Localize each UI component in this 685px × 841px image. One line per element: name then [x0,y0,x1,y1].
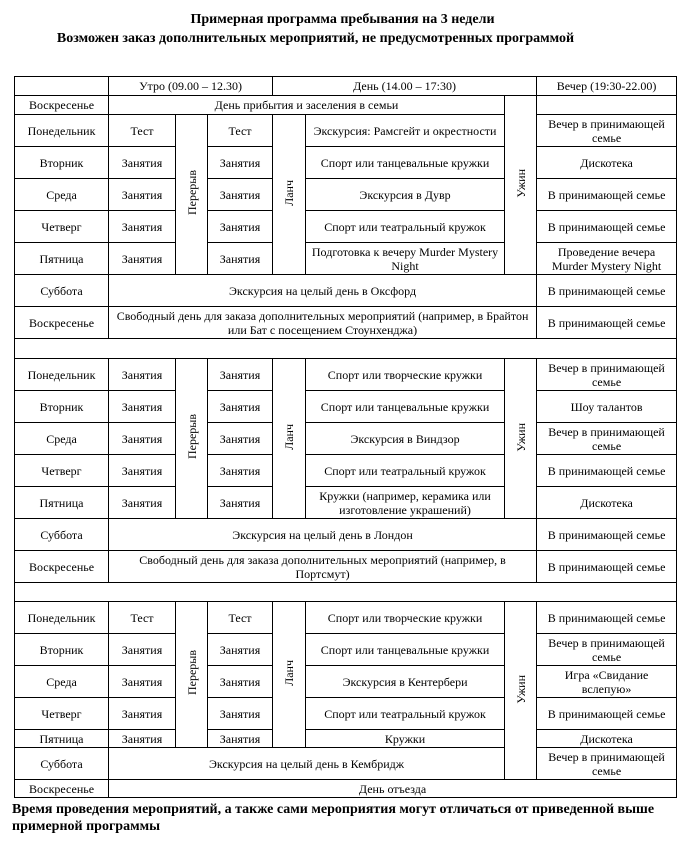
table-row [15,179,677,211]
activity-cell: Спорт или театральный кружок [306,211,505,243]
activity-cell: Экскурсия на целый день в Кембридж [109,748,505,780]
day-cell: Среда [15,179,109,211]
activity-cell: Свободный день для заказа дополнительных мероприятий (например, в Портсмут) [109,551,537,583]
morning-cell: Занятия [109,634,176,666]
evening-cell: В принимающей семье [537,698,677,730]
evening-cell: Дискотека [537,147,677,179]
evening-cell: В принимающей семье [537,211,677,243]
table-row [15,359,677,391]
morning-cell: Тест [208,602,273,634]
footer-note: Время проведения мероприятий, а также сами мероприятия могут отличаться от приведенной выше примерной программы [12,802,655,834]
day-cell: Среда [15,423,109,455]
day-cell: Понедельник [15,115,109,147]
day-cell: Пятница [15,487,109,519]
day-cell: Четверг [15,698,109,730]
table-row [15,391,677,423]
table-row [15,698,677,730]
morning-cell: Занятия [109,487,176,519]
activity-cell: День прибытия и заселения в семьи [109,96,505,115]
activity-cell: Спорт или творческие кружки [306,359,505,391]
table-row [15,307,677,339]
evening-cell: В принимающей семье [537,519,677,551]
day-cell: Пятница [15,243,109,275]
evening-cell: Вечер в принимающей семье [537,359,677,391]
table-row [15,634,677,666]
morning-cell: Занятия [109,211,176,243]
activity-cell: Экскурсия: Рамсгейт и окрестности [306,115,505,147]
activity-cell: Спорт или танцевальные кружки [306,634,505,666]
morning-cell: Занятия [208,730,273,748]
evening-cell: В принимающей семье [537,602,677,634]
morning-cell: Занятия [109,243,176,275]
evening-cell: Вечер в принимающей семье [537,748,677,780]
evening-cell: Вечер в принимающей семье [537,423,677,455]
table-row [15,519,677,551]
activity-cell: Спорт или театральный кружок [306,698,505,730]
activity-cell: Экскурсия в Кентербери [306,666,505,698]
table-row [15,243,677,275]
morning-cell: Занятия [208,243,273,275]
activity-cell: Кружки [306,730,505,748]
evening-cell: В принимающей семье [537,551,677,583]
evening-cell: Вечер в принимающей семье [537,115,677,147]
header-evening: Вечер (19:30-22.00) [537,77,677,96]
table-row [15,275,677,307]
table-row [15,780,677,798]
day-cell: Вторник [15,391,109,423]
morning-cell: Занятия [208,666,273,698]
activity-cell: Спорт или танцевальные кружки [306,391,505,423]
activity-cell: Подготовка к вечеру Murder Mystery Night [306,243,505,275]
activity-cell: День отъезда [109,780,677,798]
table-row [15,551,677,583]
morning-cell: Занятия [208,359,273,391]
table-row [15,748,677,780]
morning-cell: Занятия [208,391,273,423]
dinner-cell: Ужин [505,359,537,519]
lunch-cell: Ланч [273,359,306,519]
page-title: Примерная программа пребывания на 3 недели [190,12,495,27]
evening-cell: Дискотека [537,487,677,519]
table-row [15,96,677,115]
morning-cell: Занятия [109,147,176,179]
morning-cell: Занятия [109,391,176,423]
activity-cell: Спорт или творческие кружки [306,602,505,634]
morning-cell: Занятия [109,359,176,391]
activity-cell: Экскурсия на целый день в Оксфорд [109,275,537,307]
evening-cell: Шоу талантов [537,391,677,423]
break-cell: Перерыв [176,602,208,748]
dinner-cell: Ужин [505,602,537,780]
morning-cell: Занятия [109,730,176,748]
schedule-table [14,76,677,798]
lunch-cell: Ланч [273,602,306,748]
day-cell: Понедельник [15,602,109,634]
table-row [15,666,677,698]
day-cell: Вторник [15,634,109,666]
activity-cell: Экскурсия в Виндзор [306,423,505,455]
dinner-cell: Ужин [505,96,537,275]
table-row [15,423,677,455]
header-row [15,77,677,96]
activity-cell: Экскурсия в Дувр [306,179,505,211]
day-cell: Воскресенье [15,551,109,583]
activity-cell: Спорт или танцевальные кружки [306,147,505,179]
lunch-cell: Ланч [273,115,306,275]
morning-cell: Занятия [109,666,176,698]
table-row [15,455,677,487]
evening-cell: В принимающей семье [537,455,677,487]
evening-cell [537,96,677,115]
evening-cell: В принимающей семье [537,179,677,211]
header-empty [15,77,109,96]
day-cell: Суббота [15,748,109,780]
break-cell: Перерыв [176,115,208,275]
evening-cell: Игра «Свидание вслепую» [537,666,677,698]
evening-cell: В принимающей семье [537,275,677,307]
day-cell: Суббота [15,519,109,551]
activity-cell: Свободный день для заказа дополнительных мероприятий (например, в Брайтон или Бат с посещением Стоунхенджа) [109,307,537,339]
break-cell: Перерыв [176,359,208,519]
day-cell: Среда [15,666,109,698]
day-cell: Суббота [15,275,109,307]
morning-cell: Занятия [109,179,176,211]
morning-cell: Занятия [208,487,273,519]
morning-cell: Занятия [208,211,273,243]
day-cell: Воскресенье [15,307,109,339]
morning-cell: Занятия [208,698,273,730]
header-morning: Утро (09.00 – 12.30) [109,77,273,96]
week-separator [15,583,677,602]
day-cell: Четверг [15,211,109,243]
day-cell: Понедельник [15,359,109,391]
table-row [15,147,677,179]
morning-cell: Занятия [109,423,176,455]
morning-cell: Занятия [208,423,273,455]
day-cell: Воскресенье [15,780,109,798]
evening-cell: Проведение вечера Murder Mystery Night [537,243,677,275]
morning-cell: Занятия [109,455,176,487]
morning-cell: Тест [109,602,176,634]
evening-cell: Вечер в принимающей семье [537,634,677,666]
table-row [15,602,677,634]
morning-cell: Тест [208,115,273,147]
morning-cell: Занятия [109,698,176,730]
day-cell: Воскресенье [15,96,109,115]
activity-cell: Экскурсия на целый день в Лондон [109,519,537,551]
day-cell: Пятница [15,730,109,748]
morning-cell: Занятия [208,147,273,179]
table-row [15,115,677,147]
morning-cell: Занятия [208,179,273,211]
table-row [15,730,677,748]
table-row [15,487,677,519]
morning-cell: Занятия [208,455,273,487]
page-subtitle: Возможен заказ дополнительных мероприятий, не предусмотренных программой [56,31,575,46]
day-cell: Четверг [15,455,109,487]
day-cell: Вторник [15,147,109,179]
header-day: День (14.00 – 17:30) [273,77,537,96]
week-separator [15,339,677,359]
evening-cell: В принимающей семье [537,307,677,339]
evening-cell: Дискотека [537,730,677,748]
activity-cell: Спорт или театральный кружок [306,455,505,487]
morning-cell: Тест [109,115,176,147]
morning-cell: Занятия [208,634,273,666]
activity-cell: Кружки (например, керамика или изготовление украшений) [306,487,505,519]
table-row [15,211,677,243]
